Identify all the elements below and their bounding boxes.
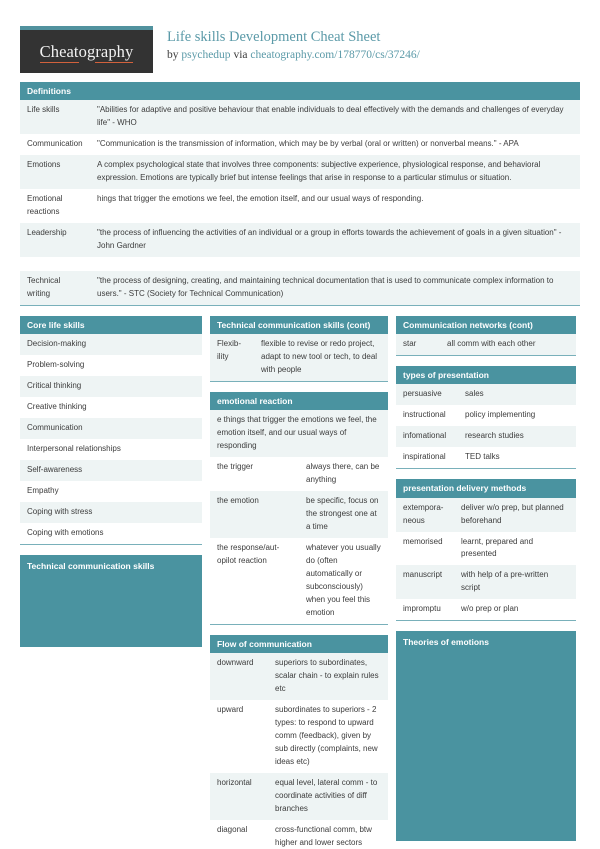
list-item — [20, 523, 202, 544]
table-row — [396, 334, 576, 355]
block-flow-of-communication — [210, 635, 388, 849]
by-label: by — [167, 49, 182, 62]
source-url-link[interactable]: cheatography.com/178770/cs/37246/ — [250, 49, 420, 62]
table-row — [20, 134, 580, 155]
types-of-presentation-table — [396, 384, 576, 468]
block-title-core-life-skills: Core life skills — [20, 316, 202, 334]
core-skill: Communication — [20, 418, 202, 439]
row-key: instructional — [396, 405, 458, 426]
row-key: star — [396, 334, 440, 355]
table-row — [210, 700, 388, 773]
title-area — [153, 26, 420, 63]
page-title: Life skills Development Cheat Sheet — [167, 29, 381, 45]
communication-networks-table — [396, 334, 576, 355]
table-row — [20, 223, 580, 257]
definition-text: "the process of designing, creating, and maintaining technical documentation that is used to communicate complex information to users." - STC (Society for Technical Communication) — [90, 271, 580, 305]
row-key: impromptu — [396, 599, 454, 620]
author-link[interactable]: psychedup — [181, 49, 231, 62]
row-key: the trigger — [210, 457, 299, 491]
block-title-technical-communication-skills-cont: Technical communication skills (cont) — [210, 316, 388, 334]
table-row — [396, 498, 576, 532]
table-row — [210, 773, 388, 820]
definition-term: Communication — [20, 134, 90, 155]
column-2 — [210, 316, 388, 849]
block-technical-communication-skills-cont — [210, 316, 388, 382]
block-body-placeholder — [396, 647, 576, 841]
core-skill: Creative thinking — [20, 397, 202, 418]
row-value: whatever you usually do (often automatically or subconsciously) when you feel this emotion — [299, 538, 388, 624]
list-item — [20, 502, 202, 523]
page-header — [20, 0, 580, 70]
block-title-presentation-delivery-methods: presentation delivery methods — [396, 479, 576, 497]
list-item — [20, 376, 202, 397]
row-key: infomational — [396, 426, 458, 447]
core-skill: Coping with stress — [20, 502, 202, 523]
block-divider — [396, 468, 576, 469]
row-value: subordinates to superiors - 2 types: to respond to upward comm (feedback), given by sub directly (complaints, new ideas etc) — [268, 700, 388, 773]
definition-term: Emotional reactions — [20, 189, 90, 223]
byline — [167, 47, 420, 63]
row-key: inspirational — [396, 447, 458, 468]
row-key: upward — [210, 700, 268, 773]
core-skill: Critical thinking — [20, 376, 202, 397]
core-life-skills-table — [20, 334, 202, 544]
block-divider — [20, 305, 580, 306]
block-divider — [210, 381, 388, 382]
block-core-life-skills — [20, 316, 202, 545]
definition-text: hings that trigger the emotions we feel, the emotion itself, and our usual ways of responding. — [90, 189, 580, 223]
list-item — [20, 334, 202, 355]
definitions-table — [20, 100, 580, 304]
emotional-reaction-intro: e things that trigger the emotions we feel, the emotion itself, and our usual ways of responding — [210, 410, 388, 457]
table-row-intro — [210, 410, 388, 457]
row-value: deliver w/o prep, but planned beforehand — [454, 498, 576, 532]
block-title-theories-of-emotions: Theories of emotions — [403, 637, 489, 648]
block-divider — [396, 620, 576, 621]
block-definitions — [20, 82, 580, 306]
block-title-definitions: Definitions — [20, 82, 580, 100]
table-row — [396, 405, 576, 426]
row-key: manuscript — [396, 565, 454, 599]
table-row — [396, 384, 576, 405]
table-row — [20, 189, 580, 223]
row-key: memorised — [396, 532, 454, 566]
table-row — [210, 491, 388, 538]
row-value: w/o prep or plan — [454, 599, 576, 620]
column-1 — [20, 316, 202, 657]
list-item — [20, 481, 202, 502]
row-value: research studies — [458, 426, 576, 447]
table-row — [396, 599, 576, 620]
row-key: downward — [210, 653, 268, 700]
core-skill: Interpersonal relationships — [20, 439, 202, 460]
tech-comm-cont-table — [210, 334, 388, 381]
list-item — [20, 460, 202, 481]
row-value: always there, can be anything — [299, 457, 388, 491]
definition-term: Emotions — [20, 155, 90, 189]
row-value: with help of a pre-written script — [454, 565, 576, 599]
list-item — [20, 355, 202, 376]
definition-text: "the process of influencing the activities of an individual or a group in efforts towards the achievement of goals in a given situation" - John Gardner — [90, 223, 580, 257]
flow-of-communication-table — [210, 653, 388, 849]
row-value: policy implementing — [458, 405, 576, 426]
columns-container — [20, 316, 580, 849]
definition-text: "Communication is the transmission of information, which may be by verbal (oral or written) or nonverbal means." - APA — [90, 134, 580, 155]
table-row — [20, 100, 580, 134]
block-theories-of-emotions — [396, 631, 576, 841]
table-row — [396, 447, 576, 468]
via-label: via — [230, 49, 251, 62]
row-key: the emotion — [210, 491, 299, 538]
row-value: cross-functional comm, btw higher and lower sectors — [268, 820, 388, 849]
row-value: superiors to subordinates, scalar chain - to explain rules etc — [268, 653, 388, 700]
table-row — [210, 653, 388, 700]
block-divider — [396, 355, 576, 356]
core-skill: Problem-solving — [20, 355, 202, 376]
core-skill: Self-awareness — [20, 460, 202, 481]
row-value: all comm with each other — [440, 334, 576, 355]
block-title-types-of-presentation: types of presentation — [396, 366, 576, 384]
row-key: diagonal — [210, 820, 268, 849]
row-key: Flexibility — [210, 334, 254, 381]
table-row — [396, 426, 576, 447]
definition-text — [90, 257, 580, 271]
table-row — [396, 565, 576, 599]
block-types-of-presentation — [396, 366, 576, 469]
table-row — [210, 334, 388, 381]
table-row — [20, 271, 580, 305]
definition-term: Life skills — [20, 100, 90, 134]
definition-term: Leadership — [20, 223, 90, 257]
column-3 — [396, 316, 576, 849]
block-body-placeholder — [20, 571, 202, 647]
block-title-emotional-reaction: emotional reaction — [210, 392, 388, 410]
table-row — [210, 820, 388, 849]
row-value: be specific, focus on the strongest one at a time — [299, 491, 388, 538]
table-row-blank — [20, 257, 580, 271]
logo-wordmark: Cheatography — [39, 41, 134, 61]
table-row — [210, 457, 388, 491]
row-key: the response/autopilot reaction — [210, 538, 299, 624]
row-value: sales — [458, 384, 576, 405]
block-emotional-reaction — [210, 392, 388, 625]
core-skill: Coping with emotions — [20, 523, 202, 544]
definition-text: "Abilities for adaptive and positive behaviour that enable individuals to deal effectively with the demands and challenges of everyday life" - WHO — [90, 100, 580, 134]
core-skill: Decision-making — [20, 334, 202, 355]
list-item — [20, 397, 202, 418]
row-value: learnt, prepared and presented — [454, 532, 576, 566]
block-divider — [20, 544, 202, 545]
list-item — [20, 439, 202, 460]
block-title-communication-networks-cont: Communication networks (cont) — [396, 316, 576, 334]
block-divider — [210, 624, 388, 625]
cheatography-logo[interactable] — [20, 26, 153, 73]
row-key: persuasive — [396, 384, 458, 405]
definition-term: Technical writing — [20, 271, 90, 305]
definition-term — [20, 257, 90, 271]
core-skill: Empathy — [20, 481, 202, 502]
definition-text: A complex psychological state that involves three components: subjective experience, physiological response, and behavioral expression. Emotions are typically brief but intense feelings that arise in response to a particular stimulus or situation. — [90, 155, 580, 189]
table-row — [20, 155, 580, 189]
row-value: flexible to revise or redo project, adapt to new tool or tech, to deal with people — [254, 334, 388, 381]
block-presentation-delivery-methods — [396, 479, 576, 621]
block-communication-networks-cont — [396, 316, 576, 356]
block-title-technical-communication-skills: Technical communication skills — [27, 560, 155, 571]
row-value: equal level, lateral comm - to coordinate activities of diff branches — [268, 773, 388, 820]
list-item — [20, 418, 202, 439]
block-technical-communication-skills — [20, 555, 202, 647]
row-key: horizontal — [210, 773, 268, 820]
presentation-delivery-methods-table — [396, 498, 576, 621]
table-row — [210, 538, 388, 624]
table-row — [396, 532, 576, 566]
row-value: TED talks — [458, 447, 576, 468]
row-key: extemporaneous — [396, 498, 454, 532]
emotional-reaction-table — [210, 410, 388, 623]
block-title-flow-of-communication: Flow of communication — [210, 635, 388, 653]
